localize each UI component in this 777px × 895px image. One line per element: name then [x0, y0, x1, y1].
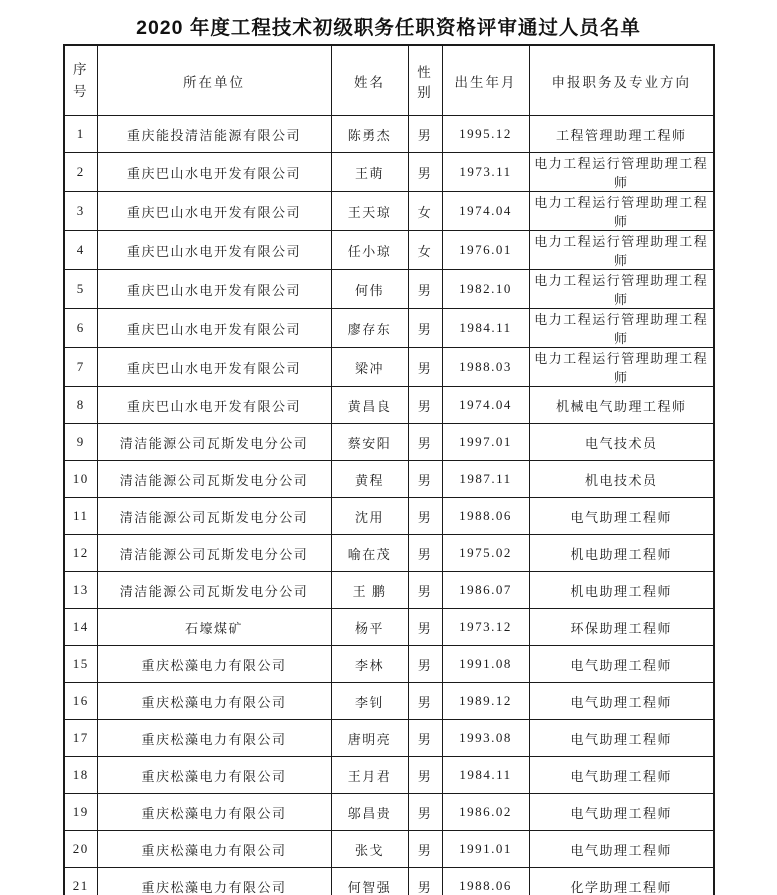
- cell-gender: 女: [408, 231, 442, 270]
- cell-work-unit: 清洁能源公司瓦斯发电分公司: [97, 535, 331, 572]
- cell-name: 王 鹏: [331, 572, 408, 609]
- cell-gender: 男: [408, 498, 442, 535]
- cell-work-unit: 重庆巴山水电开发有限公司: [97, 309, 331, 348]
- table-row: [64, 387, 714, 424]
- cell-name: 沈用: [331, 498, 408, 535]
- cell-serial-number: 16: [64, 683, 97, 720]
- cell-name: 蔡安阳: [331, 424, 408, 461]
- cell-serial-number: 9: [64, 424, 97, 461]
- cell-position: 电气助理工程师: [529, 794, 714, 831]
- cell-name: 李钊: [331, 683, 408, 720]
- header-name: 姓名: [331, 45, 408, 116]
- table-row: [64, 231, 714, 270]
- table-row: [64, 868, 714, 895]
- cell-work-unit: 重庆巴山水电开发有限公司: [97, 153, 331, 192]
- cell-work-unit: 重庆巴山水电开发有限公司: [97, 270, 331, 309]
- cell-name: 喻在茂: [331, 535, 408, 572]
- cell-birth-date: 1974.04: [442, 387, 529, 424]
- cell-name: 何智强: [331, 868, 408, 895]
- cell-serial-number: 11: [64, 498, 97, 535]
- cell-gender: 男: [408, 309, 442, 348]
- table-row: [64, 720, 714, 757]
- cell-birth-date: 1975.02: [442, 535, 529, 572]
- cell-position: 电气助理工程师: [529, 720, 714, 757]
- cell-serial-number: 21: [64, 868, 97, 895]
- cell-name: 王月君: [331, 757, 408, 794]
- cell-birth-date: 1995.12: [442, 116, 529, 153]
- cell-position: 机电助理工程师: [529, 572, 714, 609]
- cell-work-unit: 清洁能源公司瓦斯发电分公司: [97, 461, 331, 498]
- table-row: [64, 348, 714, 387]
- cell-birth-date: 1988.03: [442, 348, 529, 387]
- cell-birth-date: 1991.08: [442, 646, 529, 683]
- header-work-unit: 所在单位: [97, 45, 331, 116]
- cell-serial-number: 20: [64, 831, 97, 868]
- cell-gender: 男: [408, 153, 442, 192]
- cell-gender: 男: [408, 683, 442, 720]
- cell-name: 陈勇杰: [331, 116, 408, 153]
- cell-position: 电气技术员: [529, 424, 714, 461]
- cell-work-unit: 石壕煤矿: [97, 609, 331, 646]
- cell-serial-number: 8: [64, 387, 97, 424]
- cell-gender: 男: [408, 387, 442, 424]
- cell-gender: 男: [408, 348, 442, 387]
- cell-serial-number: 14: [64, 609, 97, 646]
- cell-work-unit: 清洁能源公司瓦斯发电分公司: [97, 424, 331, 461]
- table-row: [64, 646, 714, 683]
- cell-position: 机电技术员: [529, 461, 714, 498]
- header-row: [64, 45, 714, 116]
- cell-birth-date: 1973.11: [442, 153, 529, 192]
- cell-work-unit: 重庆松藻电力有限公司: [97, 831, 331, 868]
- table-row: [64, 116, 714, 153]
- cell-work-unit: 重庆松藻电力有限公司: [97, 794, 331, 831]
- cell-position: 电气助理工程师: [529, 498, 714, 535]
- cell-position: 电力工程运行管理助理工程师: [529, 231, 714, 270]
- cell-serial-number: 5: [64, 270, 97, 309]
- cell-birth-date: 1988.06: [442, 498, 529, 535]
- cell-gender: 男: [408, 720, 442, 757]
- page-title: 2020 年度工程技术初级职务任职资格评审通过人员名单: [136, 17, 641, 39]
- header-position: 申报职务及专业方向: [529, 45, 714, 116]
- cell-serial-number: 1: [64, 116, 97, 153]
- cell-work-unit: 重庆松藻电力有限公司: [97, 757, 331, 794]
- cell-serial-number: 13: [64, 572, 97, 609]
- cell-birth-date: 1973.12: [442, 609, 529, 646]
- cell-birth-date: 1987.11: [442, 461, 529, 498]
- cell-serial-number: 4: [64, 231, 97, 270]
- cell-name: 黄程: [331, 461, 408, 498]
- cell-serial-number: 2: [64, 153, 97, 192]
- cell-position: 电力工程运行管理助理工程师: [529, 192, 714, 231]
- table-row: [64, 757, 714, 794]
- cell-gender: 男: [408, 116, 442, 153]
- cell-gender: 男: [408, 757, 442, 794]
- table-row: [64, 535, 714, 572]
- cell-birth-date: 1986.07: [442, 572, 529, 609]
- table-body: [64, 116, 714, 895]
- cell-work-unit: 重庆能投清洁能源有限公司: [97, 116, 331, 153]
- cell-birth-date: 1993.08: [442, 720, 529, 757]
- cell-work-unit: 清洁能源公司瓦斯发电分公司: [97, 572, 331, 609]
- cell-gender: 男: [408, 609, 442, 646]
- cell-gender: 男: [408, 270, 442, 309]
- cell-name: 黄昌良: [331, 387, 408, 424]
- cell-birth-date: 1986.02: [442, 794, 529, 831]
- cell-work-unit: 重庆巴山水电开发有限公司: [97, 192, 331, 231]
- cell-birth-date: 1976.01: [442, 231, 529, 270]
- cell-birth-date: 1988.06: [442, 868, 529, 895]
- cell-gender: 女: [408, 192, 442, 231]
- cell-serial-number: 12: [64, 535, 97, 572]
- table-row: [64, 461, 714, 498]
- cell-work-unit: 清洁能源公司瓦斯发电分公司: [97, 498, 331, 535]
- cell-position: 环保助理工程师: [529, 609, 714, 646]
- cell-position: 电力工程运行管理助理工程师: [529, 348, 714, 387]
- cell-name: 张戈: [331, 831, 408, 868]
- table-row: [64, 424, 714, 461]
- table-row: [64, 192, 714, 231]
- cell-serial-number: 19: [64, 794, 97, 831]
- table-header: [64, 45, 714, 116]
- table-row: [64, 683, 714, 720]
- cell-name: 廖存东: [331, 309, 408, 348]
- header-serial-number: 序号: [64, 45, 97, 116]
- cell-position: 电力工程运行管理助理工程师: [529, 153, 714, 192]
- cell-serial-number: 18: [64, 757, 97, 794]
- cell-position: 机电助理工程师: [529, 535, 714, 572]
- cell-birth-date: 1984.11: [442, 757, 529, 794]
- table-row: [64, 831, 714, 868]
- cell-serial-number: 15: [64, 646, 97, 683]
- header-gender: 性别: [408, 45, 442, 116]
- cell-position: 电力工程运行管理助理工程师: [529, 270, 714, 309]
- table-row: [64, 609, 714, 646]
- cell-work-unit: 重庆松藻电力有限公司: [97, 868, 331, 895]
- cell-position: 电力工程运行管理助理工程师: [529, 309, 714, 348]
- cell-work-unit: 重庆松藻电力有限公司: [97, 683, 331, 720]
- cell-birth-date: 1984.11: [442, 309, 529, 348]
- table-row: [64, 270, 714, 309]
- cell-name: 王天琼: [331, 192, 408, 231]
- cell-position: 电气助理工程师: [529, 757, 714, 794]
- cell-work-unit: 重庆巴山水电开发有限公司: [97, 231, 331, 270]
- cell-name: 王萌: [331, 153, 408, 192]
- cell-serial-number: 7: [64, 348, 97, 387]
- cell-name: 邬昌贵: [331, 794, 408, 831]
- cell-position: 电气助理工程师: [529, 683, 714, 720]
- cell-gender: 男: [408, 535, 442, 572]
- cell-work-unit: 重庆松藻电力有限公司: [97, 720, 331, 757]
- cell-position: 化学助理工程师: [529, 868, 714, 895]
- cell-position: 机械电气助理工程师: [529, 387, 714, 424]
- cell-name: 任小琼: [331, 231, 408, 270]
- cell-work-unit: 重庆巴山水电开发有限公司: [97, 387, 331, 424]
- cell-birth-date: 1997.01: [442, 424, 529, 461]
- table-row: [64, 794, 714, 831]
- personnel-roster-table: [63, 44, 715, 895]
- table-row: [64, 572, 714, 609]
- cell-name: 唐明亮: [331, 720, 408, 757]
- cell-birth-date: 1991.01: [442, 831, 529, 868]
- cell-serial-number: 17: [64, 720, 97, 757]
- cell-gender: 男: [408, 424, 442, 461]
- cell-birth-date: 1989.12: [442, 683, 529, 720]
- cell-gender: 男: [408, 794, 442, 831]
- cell-serial-number: 6: [64, 309, 97, 348]
- cell-birth-date: 1982.10: [442, 270, 529, 309]
- table-row: [64, 153, 714, 192]
- cell-position: 工程管理助理工程师: [529, 116, 714, 153]
- cell-name: 梁冲: [331, 348, 408, 387]
- cell-work-unit: 重庆松藻电力有限公司: [97, 646, 331, 683]
- cell-gender: 男: [408, 646, 442, 683]
- cell-position: 电气助理工程师: [529, 831, 714, 868]
- cell-gender: 男: [408, 572, 442, 609]
- cell-serial-number: 3: [64, 192, 97, 231]
- cell-serial-number: 10: [64, 461, 97, 498]
- cell-gender: 男: [408, 831, 442, 868]
- cell-work-unit: 重庆巴山水电开发有限公司: [97, 348, 331, 387]
- cell-name: 杨平: [331, 609, 408, 646]
- cell-name: 李林: [331, 646, 408, 683]
- header-birth-date: 出生年月: [442, 45, 529, 116]
- cell-gender: 男: [408, 868, 442, 895]
- table-row: [64, 498, 714, 535]
- cell-position: 电气助理工程师: [529, 646, 714, 683]
- cell-gender: 男: [408, 461, 442, 498]
- table-row: [64, 309, 714, 348]
- cell-name: 何伟: [331, 270, 408, 309]
- cell-birth-date: 1974.04: [442, 192, 529, 231]
